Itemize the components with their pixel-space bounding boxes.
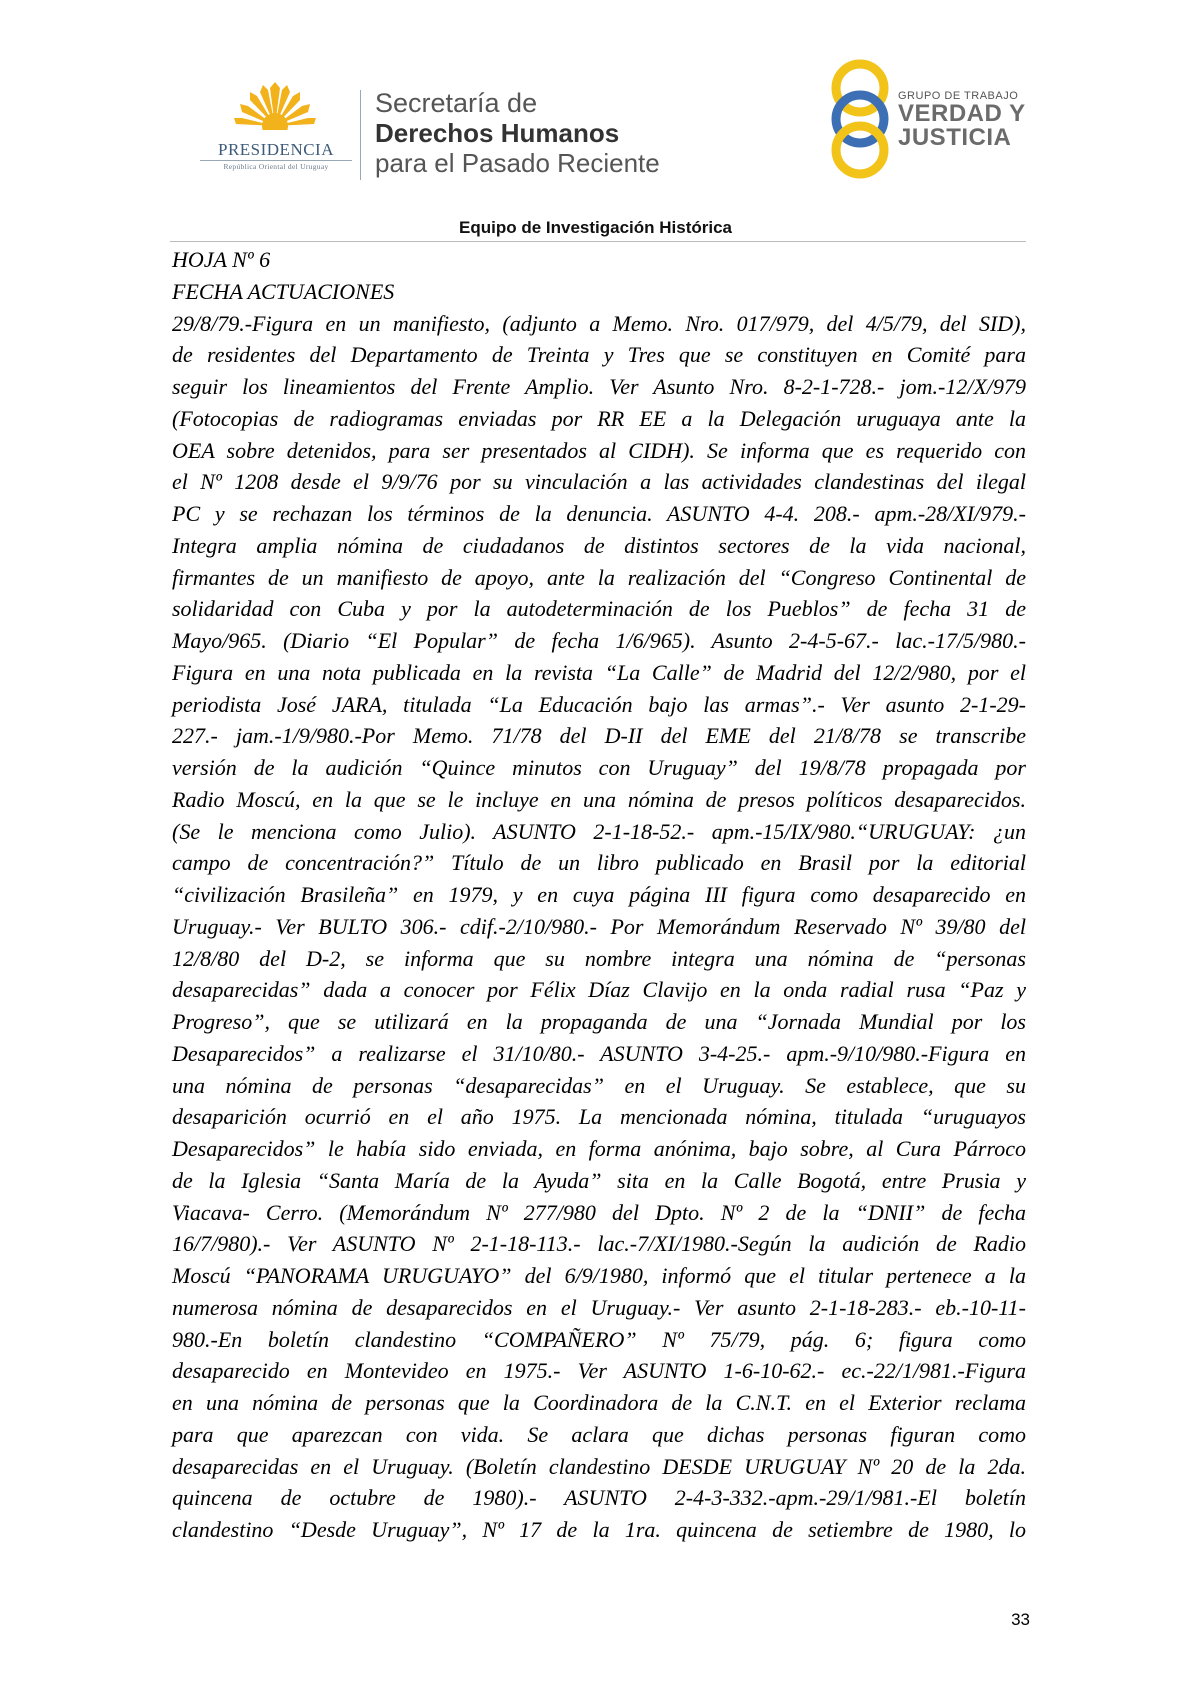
text-line: Desaparecidos” a realizarse el 31/10/80.- ASUNTO 3-4-25.- apm.-9/10/980.-Figura en <box>172 1040 1026 1066</box>
text-line: para que aparezcan con vida. Se aclara que dichas personas figuran como <box>172 1421 1026 1447</box>
secretaria-line2: Derechos Humanos <box>375 118 620 148</box>
text-line: 227.- jam.-1/9/980.-Por Memo. 71/78 del D-II del EME del 21/8/78 se transcribe <box>172 723 1026 749</box>
text-line: clandestino “Desde Uruguay”, Nº 17 de la 1ra. quincena de setiembre de 1980, lo <box>172 1517 1026 1542</box>
secretaria-logo <box>375 88 660 178</box>
text-line: 12/8/80 del D-2, se informa que su nombre integra una nómina de “personas <box>172 945 1026 971</box>
text-line: desaparecidas en el Uruguay. (Boletín clandestino DESDE URUGUAY Nº 20 de la 2da. <box>172 1453 1026 1479</box>
verdad-label: VERDAD Y <box>898 100 1026 127</box>
presidencia-name: PRESIDENCIA <box>217 140 334 159</box>
logo-divider <box>360 90 361 180</box>
text-line: 980.-En boletín clandestino “COMPAÑERO” Nº 75/79, pág. 6; figura como <box>172 1326 1026 1352</box>
text-line: una nómina de personas “desaparecidas” en el Uruguay. Se establece, que su <box>172 1072 1026 1098</box>
text-line: versión de la audición “Quince minutos con Uruguay” del 19/8/78 propagada por <box>172 755 1026 780</box>
sheet-number: HOJA Nº 6 <box>172 247 271 272</box>
text-line: periodista José JARA, titulada “La Educación bajo las armas”.- Ver asunto 2-1-29- <box>172 691 1026 717</box>
text-line: seguir los lineamientos del Frente Amplio. Ver Asunto Nro. 8-2-1-728.- jom.-12/X/979 <box>172 374 1026 399</box>
text-line: Radio Moscú, en la que se le incluye en una nómina de presos políticos desaparecidos. <box>172 786 1026 812</box>
verdad-justicia-text <box>898 90 1026 150</box>
team-title: Equipo de Investigación Histórica <box>459 218 732 237</box>
text-line: numerosa nómina de desaparecidos en el Uruguay.- Ver asunto 2-1-18-283.- eb.-10-11- <box>172 1294 1026 1320</box>
text-line: Mayo/965. (Diario “El Popular” de fecha 1/6/965). Asunto 2-4-5-67.- lac.-17/5/980.- <box>172 628 1026 653</box>
text-line: el Nº 1208 desde el 9/9/76 por su vinculación a las actividades clandestinas del ilegal <box>172 469 1026 495</box>
text-line: Uruguay.- Ver BULTO 306.- cdif.-2/10/980.- Por Memorándum Reservado Nº 39/80 del <box>172 913 1026 939</box>
text-line: 16/7/980).- Ver ASUNTO Nº 2-1-18-113.- lac.-7/XI/1980.-Según la audición de Radio <box>172 1231 1026 1257</box>
text-line: quincena de octubre de 1980).- ASUNTO 2-4-3-332.-apm.-29/1/981.-El boletín <box>172 1485 1026 1511</box>
text-line: desaparecido en Montevideo en 1975.- Ver ASUNTO 1-6-10-62.- ec.-22/1/981.-Figura <box>172 1358 1026 1384</box>
text-line: de la Iglesia “Santa María de la Ayuda” sita en la Calle Bogotá, entre Prusia y <box>172 1167 1026 1193</box>
text-line: Moscú “PANORAMA URUGUAYO” del 6/9/1980, informó que el titular pertenece a la <box>172 1263 1026 1288</box>
presidencia-subtitle: República Oriental del Uruguay <box>223 162 329 171</box>
text-line: Desaparecidos” le había sido enviada, en forma anónima, bajo sobre, al Cura Párroco <box>172 1136 1026 1161</box>
text-line: Viacava- Cerro. (Memorándum Nº 277/980 del Dpto. Nº 2 de la “DNII” de fecha <box>172 1199 1026 1225</box>
text-line: PC y se rechazan los términos de la denuncia. ASUNTO 4-4. 208.- apm.-28/XI/979.- <box>172 501 1026 526</box>
verdad-justicia-rings-icon <box>820 58 900 180</box>
text-line: OEA sobre detenidos, para ser presentados al CIDH). Se informa que es requerido con <box>172 437 1026 463</box>
text-line: Figura en una nota publicada en la revista “La Calle” de Madrid del 12/2/980, por el <box>172 659 1026 685</box>
section-heading: FECHA ACTUACIONES <box>172 278 395 304</box>
text-line: desaparecidas” dada a conocer por Félix Díaz Clavijo en la onda radial rusa “Paz y <box>172 977 1026 1003</box>
secretaria-line1: Secretaría de <box>375 88 538 118</box>
page-number: 33 <box>1011 1610 1030 1629</box>
document-body <box>172 244 1026 1546</box>
presidencia-logo <box>196 80 356 180</box>
text-line: firmantes de un manifiesto de apoyo, ante la realización del “Congreso Continental de <box>172 564 1026 590</box>
text-line: Progreso”, que se utilizará en la propaganda de una “Jornada Mundial por los <box>172 1009 1026 1034</box>
header-rule <box>170 241 1026 242</box>
text-line: de residentes del Departamento de Treinta y Tres que se constituyen en Comité para <box>172 342 1026 368</box>
text-line: solidaridad con Cuba y por la autodeterminación de los Pueblos” de fecha 31 de <box>172 596 1026 622</box>
grupo-label: GRUPO DE TRABAJO <box>898 90 1019 102</box>
text-line: 29/8/79.-Figura en un manifiesto, (adjunto a Memo. Nro. 017/979, del 4/5/79, del SID), <box>172 310 1026 336</box>
text-line: (Fotocopias de radiogramas enviadas por RR EE a la Delegación uruguaya ante la <box>172 405 1026 431</box>
secretaria-line3: para el Pasado Reciente <box>375 148 660 178</box>
text-line: Integra amplia nómina de ciudadanos de distintos sectores de la vida nacional, <box>172 532 1026 558</box>
text-line: campo de concentración?” Título de un libro publicado en Brasil por la editorial <box>172 850 1026 876</box>
sun-emblem-icon <box>230 80 320 140</box>
text-line: (Se le menciona como Julio). ASUNTO 2-1-18-52.- apm.-15/IX/980.“URUGUAY: ¿un <box>172 818 1026 844</box>
text-line: “civilización Brasileña” en 1979, y en cuya página III figura como desaparecido en <box>172 882 1026 907</box>
justicia-label: JUSTICIA <box>898 124 1012 151</box>
text-line: en una nómina de personas que la Coordinadora de la C.N.T. en el Exterior reclama <box>172 1390 1026 1415</box>
text-line: desaparición ocurrió en el año 1975. La mencionada nómina, titulada “uruguayos <box>172 1104 1026 1130</box>
presidencia-rule <box>200 160 352 161</box>
